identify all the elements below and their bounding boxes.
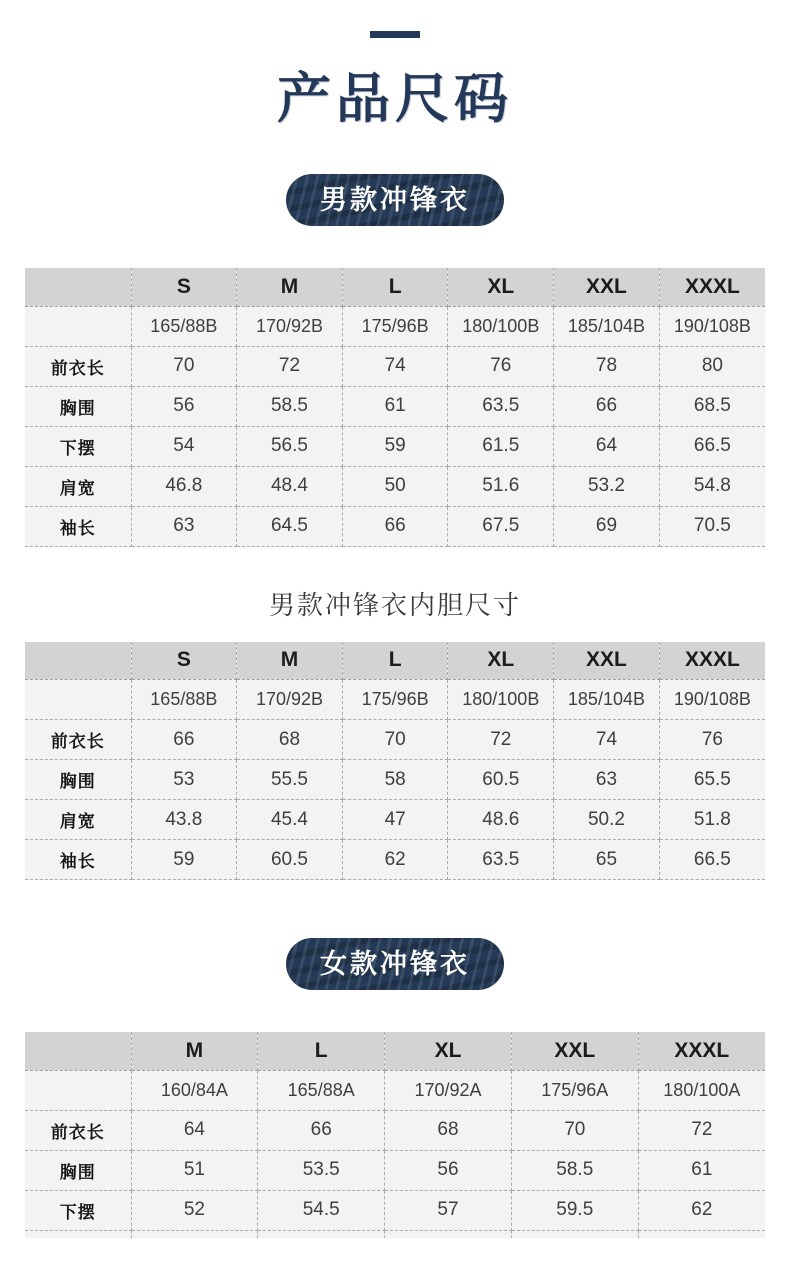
row-label-cell: 袖长: [25, 506, 131, 546]
value-cell: 48.4: [237, 466, 343, 506]
spec-cell: 170/92A: [385, 1070, 512, 1110]
measurement-row: [25, 506, 765, 546]
value-cell: 50: [342, 466, 448, 506]
value-cell: [131, 1230, 258, 1238]
row-label-cell: 胸围: [25, 760, 131, 800]
value-cell: 56: [385, 1150, 512, 1190]
measurement-row: [25, 1190, 765, 1230]
row-label-cell: 袖长: [25, 840, 131, 880]
value-cell: 62: [342, 840, 448, 880]
value-cell: 63.5: [448, 386, 554, 426]
size-header-cell: M: [237, 642, 343, 680]
value-cell: 54.8: [659, 466, 765, 506]
row-label-cell: 下摆: [25, 1190, 131, 1230]
value-cell: 68: [237, 720, 343, 760]
value-cell: 54: [131, 426, 237, 466]
row-label-cell: 前衣长: [25, 720, 131, 760]
size-header-cell: XL: [448, 642, 554, 680]
value-cell: 61: [638, 1150, 765, 1190]
spec-cell: 160/84A: [131, 1070, 258, 1110]
value-cell: 56: [131, 386, 237, 426]
value-cell: 58.5: [237, 386, 343, 426]
value-cell: 60.5: [448, 760, 554, 800]
value-cell: 54.5: [258, 1190, 385, 1230]
men-liner-size-table: [25, 642, 765, 881]
spec-cell: 180/100B: [448, 306, 554, 346]
value-cell: 53.5: [258, 1150, 385, 1190]
row-label-cell: 肩宽: [25, 466, 131, 506]
value-cell: 80: [659, 346, 765, 386]
row-label-cell: 胸围: [25, 386, 131, 426]
corner-cell: [25, 642, 131, 680]
value-cell: [511, 1230, 638, 1238]
page-title: 产品尺码: [277, 69, 513, 129]
value-cell: 43.8: [131, 800, 237, 840]
value-cell: 58: [342, 760, 448, 800]
row-label-cell: 前衣长: [25, 346, 131, 386]
size-header-row: [25, 268, 765, 306]
value-cell: 72: [638, 1110, 765, 1150]
value-cell: 76: [659, 720, 765, 760]
corner-cell: [25, 268, 131, 306]
value-cell: 74: [342, 346, 448, 386]
size-header-row: [25, 1032, 765, 1070]
value-cell: 45.4: [237, 800, 343, 840]
spec-cell: 175/96B: [342, 680, 448, 720]
spec-label-cell: [25, 306, 131, 346]
value-cell: 59: [342, 426, 448, 466]
value-cell: 63: [554, 760, 660, 800]
spec-cell: 180/100B: [448, 680, 554, 720]
size-header-cell: S: [131, 642, 237, 680]
measurement-row: [25, 1110, 765, 1150]
size-header-cell: XXXL: [638, 1032, 765, 1070]
row-label-cell: 前衣长: [25, 1110, 131, 1150]
size-header-cell: L: [342, 642, 448, 680]
value-cell: 66: [258, 1110, 385, 1150]
value-cell: 62: [638, 1190, 765, 1230]
measurement-row: [25, 840, 765, 880]
value-cell: 51.6: [448, 466, 554, 506]
measurement-row: [25, 346, 765, 386]
clipped-row: [25, 1230, 765, 1238]
size-header-cell: L: [258, 1032, 385, 1070]
value-cell: 64: [131, 1110, 258, 1150]
value-cell: 70: [342, 720, 448, 760]
size-header-cell: XXL: [511, 1032, 638, 1070]
value-cell: 61: [342, 386, 448, 426]
spec-row: [25, 1070, 765, 1110]
size-header-cell: XL: [448, 268, 554, 306]
value-cell: [385, 1230, 512, 1238]
value-cell: 66: [131, 720, 237, 760]
value-cell: 76: [448, 346, 554, 386]
measurement-row: [25, 386, 765, 426]
value-cell: 50.2: [554, 800, 660, 840]
women-jacket-size-table: [25, 1032, 765, 1238]
value-cell: 70: [131, 346, 237, 386]
measurement-row: [25, 800, 765, 840]
value-cell: 63.5: [448, 840, 554, 880]
row-label-cell: 肩宽: [25, 800, 131, 840]
spec-cell: 170/92B: [237, 306, 343, 346]
spec-cell: 190/108B: [659, 306, 765, 346]
value-cell: 66: [554, 386, 660, 426]
spec-cell: 180/100A: [638, 1070, 765, 1110]
value-cell: 68.5: [659, 386, 765, 426]
value-cell: 70.5: [659, 506, 765, 546]
value-cell: 64.5: [237, 506, 343, 546]
value-cell: 51: [131, 1150, 258, 1190]
spec-label-cell: [25, 680, 131, 720]
value-cell: 64: [554, 426, 660, 466]
value-cell: 48.6: [448, 800, 554, 840]
spec-cell: 185/104B: [554, 306, 660, 346]
value-cell: 65: [554, 840, 660, 880]
size-header-cell: L: [342, 268, 448, 306]
value-cell: 56.5: [237, 426, 343, 466]
value-cell: 60.5: [237, 840, 343, 880]
size-header-cell: XXXL: [659, 642, 765, 680]
size-header-cell: XL: [385, 1032, 512, 1070]
value-cell: 52: [131, 1190, 258, 1230]
value-cell: 68: [385, 1110, 512, 1150]
measurement-row: [25, 426, 765, 466]
size-header-cell: S: [131, 268, 237, 306]
spec-label-cell: [25, 1070, 131, 1110]
spec-cell: 175/96B: [342, 306, 448, 346]
spec-cell: 175/96A: [511, 1070, 638, 1110]
value-cell: 53: [131, 760, 237, 800]
size-header-cell: M: [237, 268, 343, 306]
measurement-row: [25, 720, 765, 760]
size-header-row: [25, 642, 765, 680]
value-cell: 51.8: [659, 800, 765, 840]
value-cell: 46.8: [131, 466, 237, 506]
spec-cell: 185/104B: [554, 680, 660, 720]
size-header-cell: XXL: [554, 268, 660, 306]
value-cell: 59: [131, 840, 237, 880]
value-cell: 72: [448, 720, 554, 760]
measurement-row: [25, 1150, 765, 1190]
value-cell: 72: [237, 346, 343, 386]
value-cell: [638, 1230, 765, 1238]
size-header-cell: XXXL: [659, 268, 765, 306]
spec-cell: 170/92B: [237, 680, 343, 720]
spec-cell: 165/88A: [258, 1070, 385, 1110]
value-cell: 55.5: [237, 760, 343, 800]
men-liner-subtitle: 男款冲锋衣内胆尺寸: [268, 589, 521, 620]
value-cell: 67.5: [448, 506, 554, 546]
spec-cell: 165/88B: [131, 306, 237, 346]
value-cell: 74: [554, 720, 660, 760]
value-cell: 61.5: [448, 426, 554, 466]
size-header-cell: XXL: [554, 642, 660, 680]
size-header-cell: M: [131, 1032, 258, 1070]
value-cell: 53.2: [554, 466, 660, 506]
value-cell: 66.5: [659, 426, 765, 466]
value-cell: [258, 1230, 385, 1238]
section-divider-dash: [370, 31, 420, 38]
value-cell: 59.5: [511, 1190, 638, 1230]
spec-row: [25, 306, 765, 346]
value-cell: 63: [131, 506, 237, 546]
value-cell: 66.5: [659, 840, 765, 880]
corner-cell: [25, 1032, 131, 1070]
women-jacket-badge: 女款冲锋衣: [286, 938, 504, 990]
value-cell: 69: [554, 506, 660, 546]
value-cell: 65.5: [659, 760, 765, 800]
measurement-row: [25, 760, 765, 800]
spec-row: [25, 680, 765, 720]
value-cell: 47: [342, 800, 448, 840]
row-label-cell: 下摆: [25, 426, 131, 466]
value-cell: 78: [554, 346, 660, 386]
value-cell: 70: [511, 1110, 638, 1150]
row-label-cell: [25, 1230, 131, 1238]
spec-cell: 165/88B: [131, 680, 237, 720]
men-jacket-badge: 男款冲锋衣: [286, 174, 504, 226]
value-cell: 58.5: [511, 1150, 638, 1190]
value-cell: 66: [342, 506, 448, 546]
men-jacket-size-table: [25, 268, 765, 547]
row-label-cell: 胸围: [25, 1150, 131, 1190]
measurement-row: [25, 466, 765, 506]
value-cell: 57: [385, 1190, 512, 1230]
spec-cell: 190/108B: [659, 680, 765, 720]
